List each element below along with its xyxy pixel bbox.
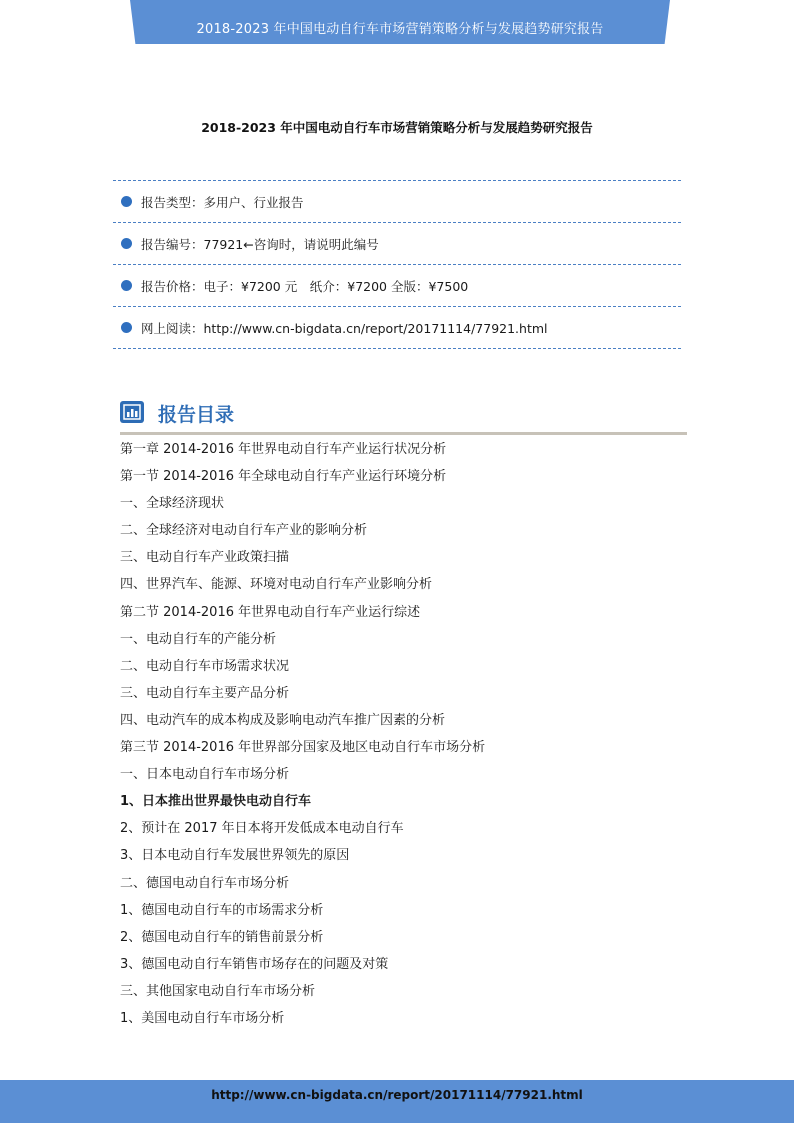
toc-title: 报告目录 [158, 404, 235, 426]
info-row-type [113, 181, 681, 222]
toc-item: 第一节 2014-2016 年全球电动自行车产业运行环境分析 [120, 469, 447, 485]
toc-item: 一、全球经济现状 [120, 496, 225, 512]
toc-item: 第二节 2014-2016 年世界电动自行车产业运行综述 [120, 604, 421, 620]
toc-item: 三、电动自行车主要产品分析 [120, 685, 290, 701]
bullet-icon [121, 280, 132, 291]
info-number-text: 报告编号：77921←咨询时，请说明此编号 [141, 236, 379, 252]
toc-item: 1、德国电动自行车的市场需求分析 [120, 902, 324, 918]
toc-item: 1、美国电动自行车市场分析 [120, 1010, 285, 1026]
toc-item: 2、德国电动自行车的销售前景分析 [120, 929, 324, 945]
toc-item: 第三节 2014-2016 年世界部分国家及地区电动自行车市场分析 [120, 740, 486, 756]
toc-item: 3、日本电动自行车发展世界领先的原因 [120, 848, 350, 864]
toc-item: 二、德国电动自行车市场分析 [120, 875, 290, 891]
info-row-number [113, 223, 681, 264]
info-price-text: 报告价格：电子：¥7200 元 纸介：¥7200 全版：¥7500 [141, 278, 469, 294]
bullet-icon [121, 238, 132, 249]
info-row-price [113, 265, 681, 306]
toc-divider [120, 432, 687, 435]
toc-item: 一、电动自行车的产能分析 [120, 631, 277, 647]
bullet-icon [121, 196, 132, 207]
info-row-online [113, 307, 681, 348]
info-online-text[interactable]: 网上阅读：http://www.cn-bigdata.cn/report/20171114/77921.html [141, 320, 548, 336]
toc-list [120, 436, 690, 1032]
toc-item: 3、德国电动自行车销售市场存在的问题及对策 [120, 956, 389, 972]
toc-item: 四、电动汽车的成本构成及影响电动汽车推广因素的分析 [120, 712, 446, 728]
divider [113, 348, 681, 349]
bullet-icon [121, 322, 132, 333]
toc-item: 四、世界汽车、能源、环境对电动自行车产业影响分析 [120, 577, 433, 593]
toc-item: 1、日本推出世界最快电动自行车 [120, 794, 312, 810]
toc-item: 二、全球经济对电动自行车产业的影响分析 [120, 523, 368, 539]
toc-item: 三、电动自行车产业政策扫描 [120, 550, 290, 566]
document-title: 2018-2023 年中国电动自行车市场营销策略分析与发展趋势研究报告 [201, 120, 593, 135]
report-chart-icon [120, 401, 144, 423]
toc-item: 2、预计在 2017 年日本将开发低成本电动自行车 [120, 821, 404, 837]
toc-item: 二、电动自行车市场需求状况 [120, 658, 290, 674]
footer-url[interactable]: http://www.cn-bigdata.cn/report/20171114/77921.html [211, 1088, 583, 1102]
header-title: 2018-2023 年中国电动自行车市场营销策略分析与发展趋势研究报告 [196, 22, 604, 37]
toc-item: 一、日本电动自行车市场分析 [120, 767, 290, 783]
toc-item: 三、其他国家电动自行车市场分析 [120, 983, 316, 999]
toc-header [120, 398, 687, 436]
toc-item: 第一章 2014-2016 年世界电动自行车产业运行状况分析 [120, 442, 447, 457]
info-block [113, 180, 681, 349]
info-type-text: 报告类型：多用户、行业报告 [141, 194, 304, 210]
